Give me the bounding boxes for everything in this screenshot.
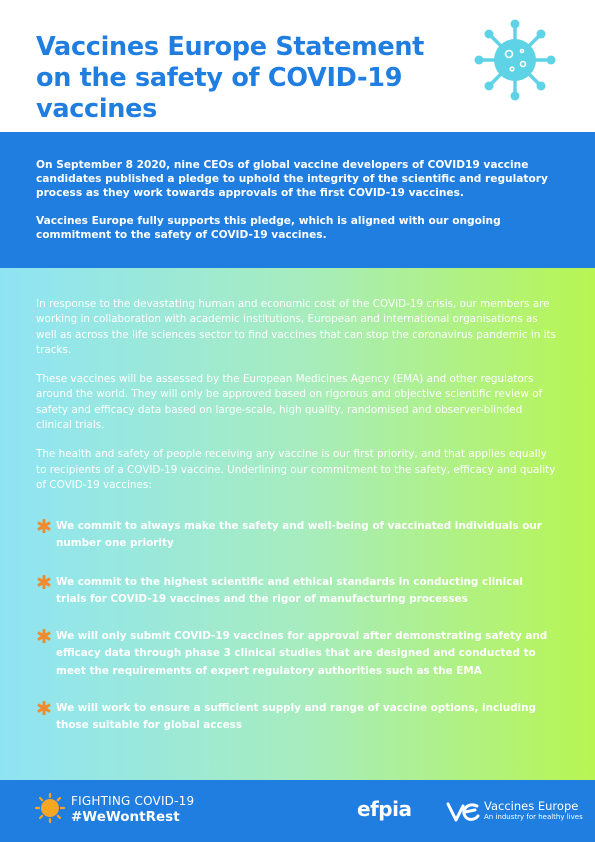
virus-icon bbox=[470, 16, 560, 102]
sun-icon bbox=[34, 792, 66, 824]
commitment-text: We commit to always make the safety and well-being of vaccinated individuals our number one priority bbox=[56, 520, 542, 550]
intro-section bbox=[0, 132, 595, 268]
commitment-item bbox=[36, 628, 556, 680]
title-line-1: Vaccines Europe Statement bbox=[36, 32, 425, 62]
fighting-covid-label: FIGHTING COVID-19 bbox=[71, 794, 195, 808]
asterisk-bullet-icon: ✱ bbox=[36, 626, 52, 648]
intro-paragraph: Vaccines Europe fully supports this pledge, which is aligned with our ongoing commitment to the safety of COVID-19 vaccines. bbox=[36, 214, 501, 241]
asterisk-bullet-icon: ✱ bbox=[36, 572, 52, 594]
body-paragraph: The health and safety of people receiving any vaccine is our first priority, and that applies equally to recipients of a COVID-19 vaccine. Underlining our commitment to the safety, efficacy and quality of COVID-19 vaccines: bbox=[36, 448, 556, 491]
vaccines-europe-tagline: An industry for healthy lives bbox=[484, 813, 583, 821]
title-line-3: vaccines bbox=[36, 94, 158, 124]
header bbox=[0, 0, 595, 132]
body-paragraph: In response to the devastating human and economic cost of the COVID-19 crisis, our members are working in collaboration with academic institutions, European and international organisations as well as across the life sciences sector to find vaccines that can stop the coronavirus pandemic in its tracks. bbox=[36, 298, 556, 356]
commitment-text: We commit to the highest scientific and ethical standards in conducting clinical trials for COVID-19 vaccines and the rigor of manufacturing processes bbox=[56, 576, 523, 606]
commitment-text: We will work to ensure a sufficient supply and range of vaccine options, including those suitable for global access bbox=[56, 702, 536, 732]
body-paragraph: These vaccines will be assessed by the European Medicines Agency (EMA) and other regulators around the world. They will only be approved based on rigorous and objective scientific review of safety and efficacy data based on large-scale, high quality, randomised and observer-blinded clinical trials. bbox=[36, 373, 543, 432]
efpia-logo: efpia bbox=[357, 797, 412, 821]
vaccines-europe-logo-icon bbox=[446, 800, 480, 824]
commitment-item bbox=[36, 518, 556, 553]
commitment-item bbox=[36, 574, 556, 609]
hashtag-label: #WeWontRest bbox=[71, 809, 180, 825]
intro-paragraph: On September 8 2020, nine CEOs of global vaccine developers of COVID19 vaccine candidates published a pledge to uphold the integrity of the scientific and regulatory process as they work towards approvals of the first COVID-19 vaccines. bbox=[36, 159, 548, 200]
commitment-item bbox=[36, 700, 556, 735]
asterisk-bullet-icon: ✱ bbox=[36, 698, 52, 720]
commitment-text: We will only submit COVID-19 vaccines for approval after demonstrating safety and efficacy data through phase 3 clinical studies that are designed and conducted to meet the requirements of expert regulatory authorities such as the EMA bbox=[56, 630, 548, 677]
footer bbox=[0, 780, 595, 842]
page-title bbox=[36, 32, 436, 125]
vaccines-europe-name: Vaccines Europe bbox=[484, 799, 579, 813]
title-line-2: on the safety of COVID-19 bbox=[36, 63, 403, 93]
asterisk-bullet-icon: ✱ bbox=[36, 516, 52, 538]
